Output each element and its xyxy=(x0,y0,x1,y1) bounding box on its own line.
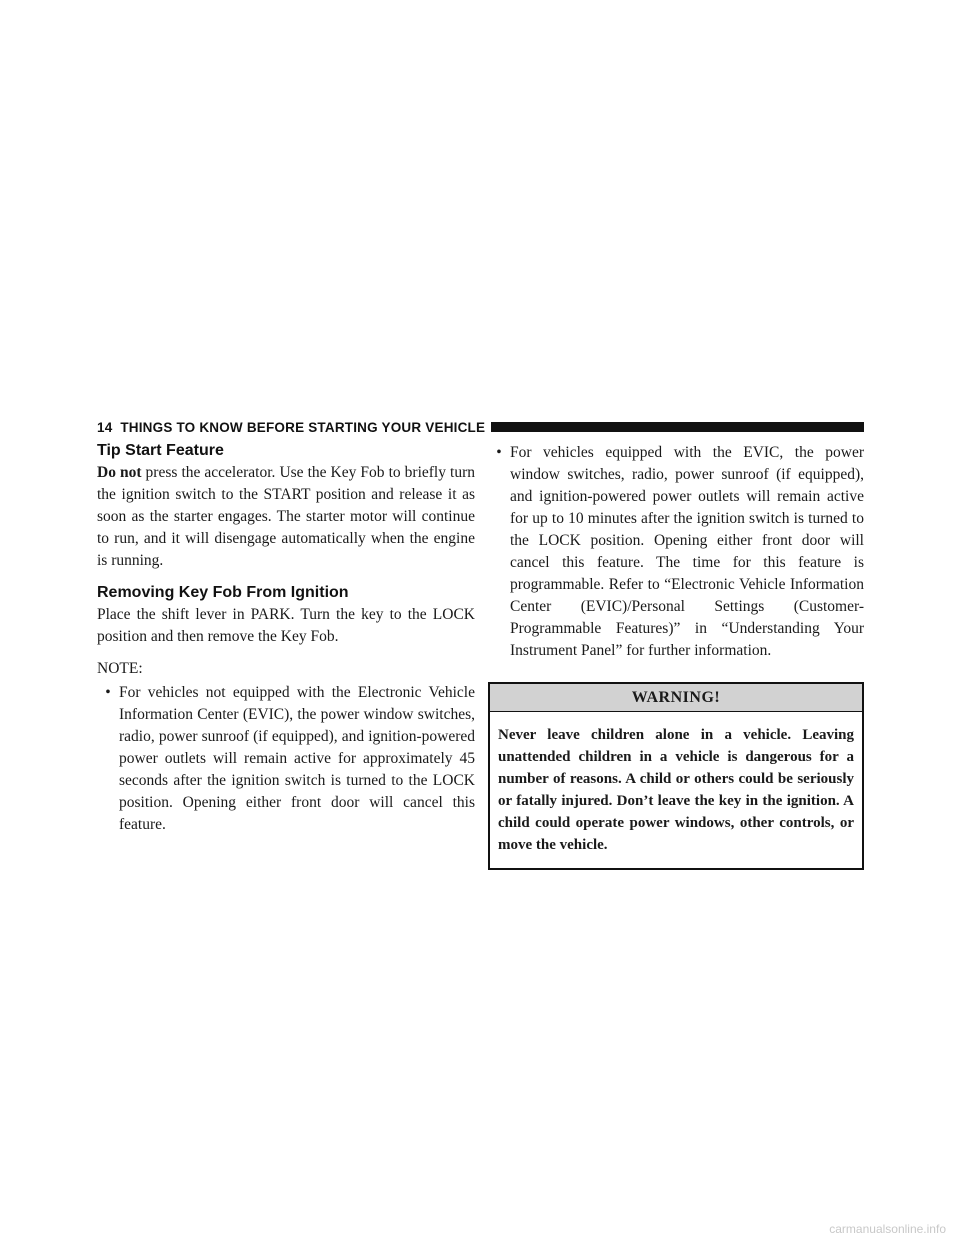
bullet-icon: • xyxy=(496,444,502,461)
note-bullet-2 xyxy=(488,442,864,662)
note-label: NOTE: xyxy=(97,660,143,677)
watermark: carmanualsonline.info xyxy=(829,1222,946,1236)
tip-start-paragraph xyxy=(97,462,475,572)
page-header xyxy=(97,417,864,437)
left-column xyxy=(97,442,475,836)
warning-title: WARNING! xyxy=(490,684,862,712)
bullet-icon: • xyxy=(105,684,111,701)
right-column xyxy=(488,442,864,870)
section-title: THINGS TO KNOW BEFORE STARTING YOUR VEHICLE xyxy=(120,419,486,435)
tip-start-text: press the accelerator. Use the Key Fob to briefly turn the ignition switch to the START position and release it as soon as the starter engages. The starter motor will continue to run, and it will disengage automatically when the engine is running. xyxy=(97,464,475,569)
note-bullet-2-text: For vehicles equipped with the EVIC, the power window switches, radio, power sunroof (if equipped), and ignition-powered power outlets will remain active for up to 10 minutes after the ignition switch is turned to the LOCK position. Opening either front door will cancel this feature. The time for this feature is programmable. Refer to “Electronic Vehicle Information Center (EVIC)/Personal Settings (Customer-Programmable Features)” in “Understanding Your Instrument Panel” for further information. xyxy=(510,444,864,659)
header-rule xyxy=(491,422,864,432)
page-header-text xyxy=(97,420,485,435)
warning-box xyxy=(488,682,864,870)
removing-heading: Removing Key Fob From Ignition xyxy=(97,584,349,601)
note-bullet-1 xyxy=(97,682,475,836)
tip-start-lead: Do not xyxy=(97,464,142,481)
note-bullet-1-text: For vehicles not equipped with the Electronic Vehicle Information Center (EVIC), the power window switches, radio, power sunroof (if equipped), and ignition-powered power outlets will remain active for approximately 45 seconds after the ignition switch is turned to the LOCK position. Opening either front door will cancel this feature. xyxy=(119,684,475,833)
warning-text: Never leave children alone in a vehicle. Leaving unattended children in a vehicle is dangerous for a number of reasons. A child or others could be seriously or fatally injured. Don’t leave the key in the ignition. A child could operate power windows, other controls, or move the vehicle. xyxy=(498,727,854,853)
tip-start-heading: Tip Start Feature xyxy=(97,442,224,459)
page-number: 14 xyxy=(97,419,113,435)
removing-paragraph: Place the shift lever in PARK. Turn the key to the LOCK position and then remove the Key Fob. xyxy=(97,606,475,645)
